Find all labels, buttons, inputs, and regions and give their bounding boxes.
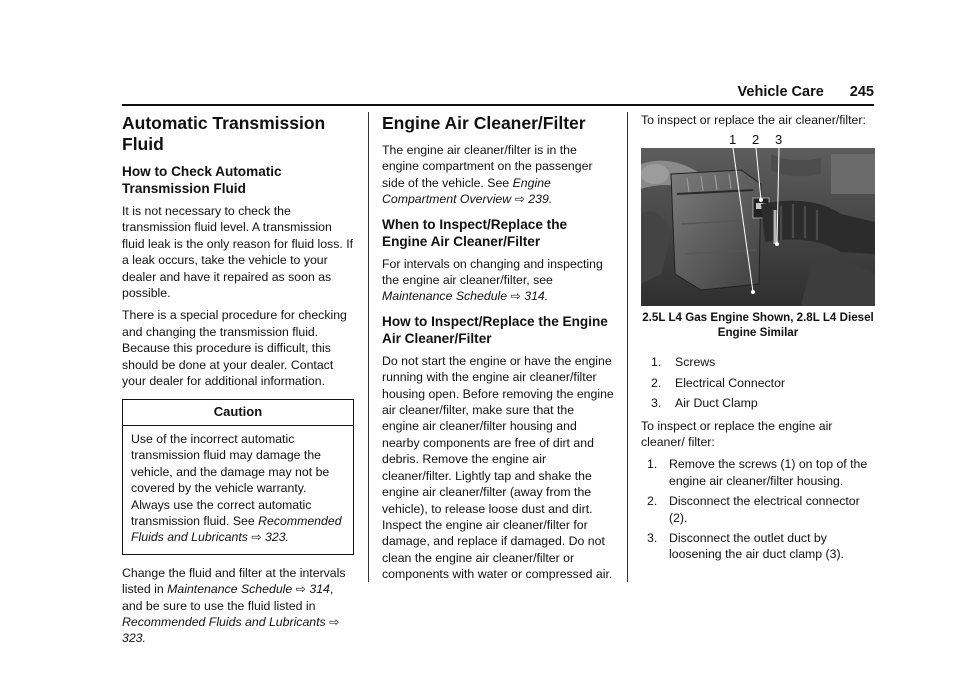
paragraph: There is a special procedure for checking and changing the transmission fluid. Because this procedure is difficult, this should be done at your dealer. Contact your dealer for additional information. xyxy=(122,308,347,389)
subsection-heading: How to Check Automatic Transmission Fluid xyxy=(122,164,282,196)
list-text: Air Duct Clamp xyxy=(675,396,758,411)
column-3 xyxy=(641,112,875,569)
engine-photo xyxy=(641,134,875,306)
list-number: 3. xyxy=(647,531,658,546)
callout-2: 2 xyxy=(752,132,760,148)
steps-list xyxy=(641,456,875,562)
list-text: Electrical Connector xyxy=(675,375,786,390)
section-heading: Engine Air Cleaner/Filter xyxy=(382,113,586,133)
page-reference[interactable]: ⇨ 314. xyxy=(510,289,549,304)
paragraph xyxy=(122,565,354,647)
caption-line: 2.5L L4 Gas Engine Shown, 2.8L L4 Diesel xyxy=(642,311,874,325)
page-reference[interactable]: ⇨ 314 xyxy=(295,582,330,597)
subsection-heading: When to Inspect/Replace the Engine Air Cleaner/Filter xyxy=(382,216,568,249)
paragraph-text: , and be sure to use the fluid listed in xyxy=(122,582,334,613)
list-number: 2. xyxy=(647,494,658,509)
list-item xyxy=(641,456,875,489)
section-title: Vehicle Care xyxy=(737,84,824,100)
list-number: 1. xyxy=(647,457,658,472)
caution-title: Caution xyxy=(123,400,353,425)
list-item xyxy=(641,395,875,411)
paragraph-text: For intervals on changing and inspecting the engine air cleaner/filter, see xyxy=(382,256,603,288)
page-reference[interactable]: ⇨ 323. xyxy=(122,614,340,646)
list-number: 3. xyxy=(651,396,662,411)
column-2 xyxy=(382,112,614,589)
cross-reference-link[interactable]: Maintenance Schedule xyxy=(382,289,508,304)
paragraph xyxy=(382,142,614,208)
header-rule xyxy=(122,104,874,106)
list-text: Disconnect the electrical connector (2). xyxy=(669,494,860,525)
page-reference[interactable]: ⇨ 323. xyxy=(251,530,289,545)
callout-3: 3 xyxy=(775,132,783,148)
list-item xyxy=(641,493,875,526)
list-number: 2. xyxy=(651,375,662,390)
list-text: Screws xyxy=(675,355,716,370)
legend-list xyxy=(641,354,875,411)
list-number: 1. xyxy=(651,355,662,370)
running-header xyxy=(0,84,874,102)
column-divider xyxy=(627,112,628,582)
list-item xyxy=(641,354,875,370)
paragraph-text: The engine air cleaner/filter is in the engine compartment on the passenger side of the vehicle. See xyxy=(382,143,593,190)
column-1 xyxy=(122,112,354,653)
list-item xyxy=(641,530,875,563)
paragraph: To inspect or replace the air cleaner/filter: xyxy=(641,113,866,127)
paragraph: It is not necessary to check the transmission fluid level. A transmission fluid leak is the only reason for fluid loss. If a leak occurs, take the vehicle to your dealer and have it repaired as soon as possible. xyxy=(122,204,354,301)
cross-reference-link[interactable]: Engine Compartment Overview xyxy=(382,175,551,207)
callout-1: 1 xyxy=(729,132,737,148)
cross-reference-link[interactable]: Recommended Fluids and Lubricants xyxy=(131,513,342,545)
caution-text: Use of the incorrect automatic transmission fluid may damage the vehicle, and the damage may not be covered by the vehicle warranty. Always use the correct automatic transmission fluid. See xyxy=(131,431,330,528)
page-reference[interactable]: ⇨ 239. xyxy=(514,192,553,207)
subsection-heading: How to Inspect/Replace the Engine Air Cleaner/Filter xyxy=(382,313,608,346)
engine-bay-figure xyxy=(641,134,875,306)
caution-body xyxy=(123,426,353,554)
list-item xyxy=(641,375,875,391)
paragraph: Do not start the engine or have the engine running with the engine air cleaner/filter housing open. Before removing the engine air cleaner/filter, make sure that the engine air cleaner/filter housing and nearby components are free of dirt and debris. Remove the engine air cleaner/filter. Lightly tap and shake the engine air cleaner/filter (away from the vehicle), to release loose dust and dirt. Inspect the engine air cleaner/filter for damage, and replace if damaged. Do not clean the engine air cleaner/filter or components with water or compressed air. xyxy=(382,353,614,582)
column-divider xyxy=(368,112,369,582)
page-number: 245 xyxy=(849,84,874,100)
cross-reference-link[interactable]: Recommended Fluids and Lubricants xyxy=(122,614,326,629)
paragraph xyxy=(382,256,614,305)
paragraph: To inspect or replace the engine air cleaner/ filter: xyxy=(641,418,833,450)
list-text: Disconnect the outlet duct by loosening the air duct clamp (3). xyxy=(669,531,844,562)
paragraph-text: Change the fluid and filter at the intervals listed in xyxy=(122,565,346,597)
cross-reference-link[interactable]: Maintenance Schedule xyxy=(167,582,293,597)
figure-caption xyxy=(641,310,875,340)
list-text: Remove the screws (1) on top of the engine air cleaner/filter housing. xyxy=(669,457,868,488)
caution-box xyxy=(122,399,354,554)
caption-line: Engine Similar xyxy=(717,326,799,340)
section-heading: Automatic Transmission Fluid xyxy=(122,113,326,154)
